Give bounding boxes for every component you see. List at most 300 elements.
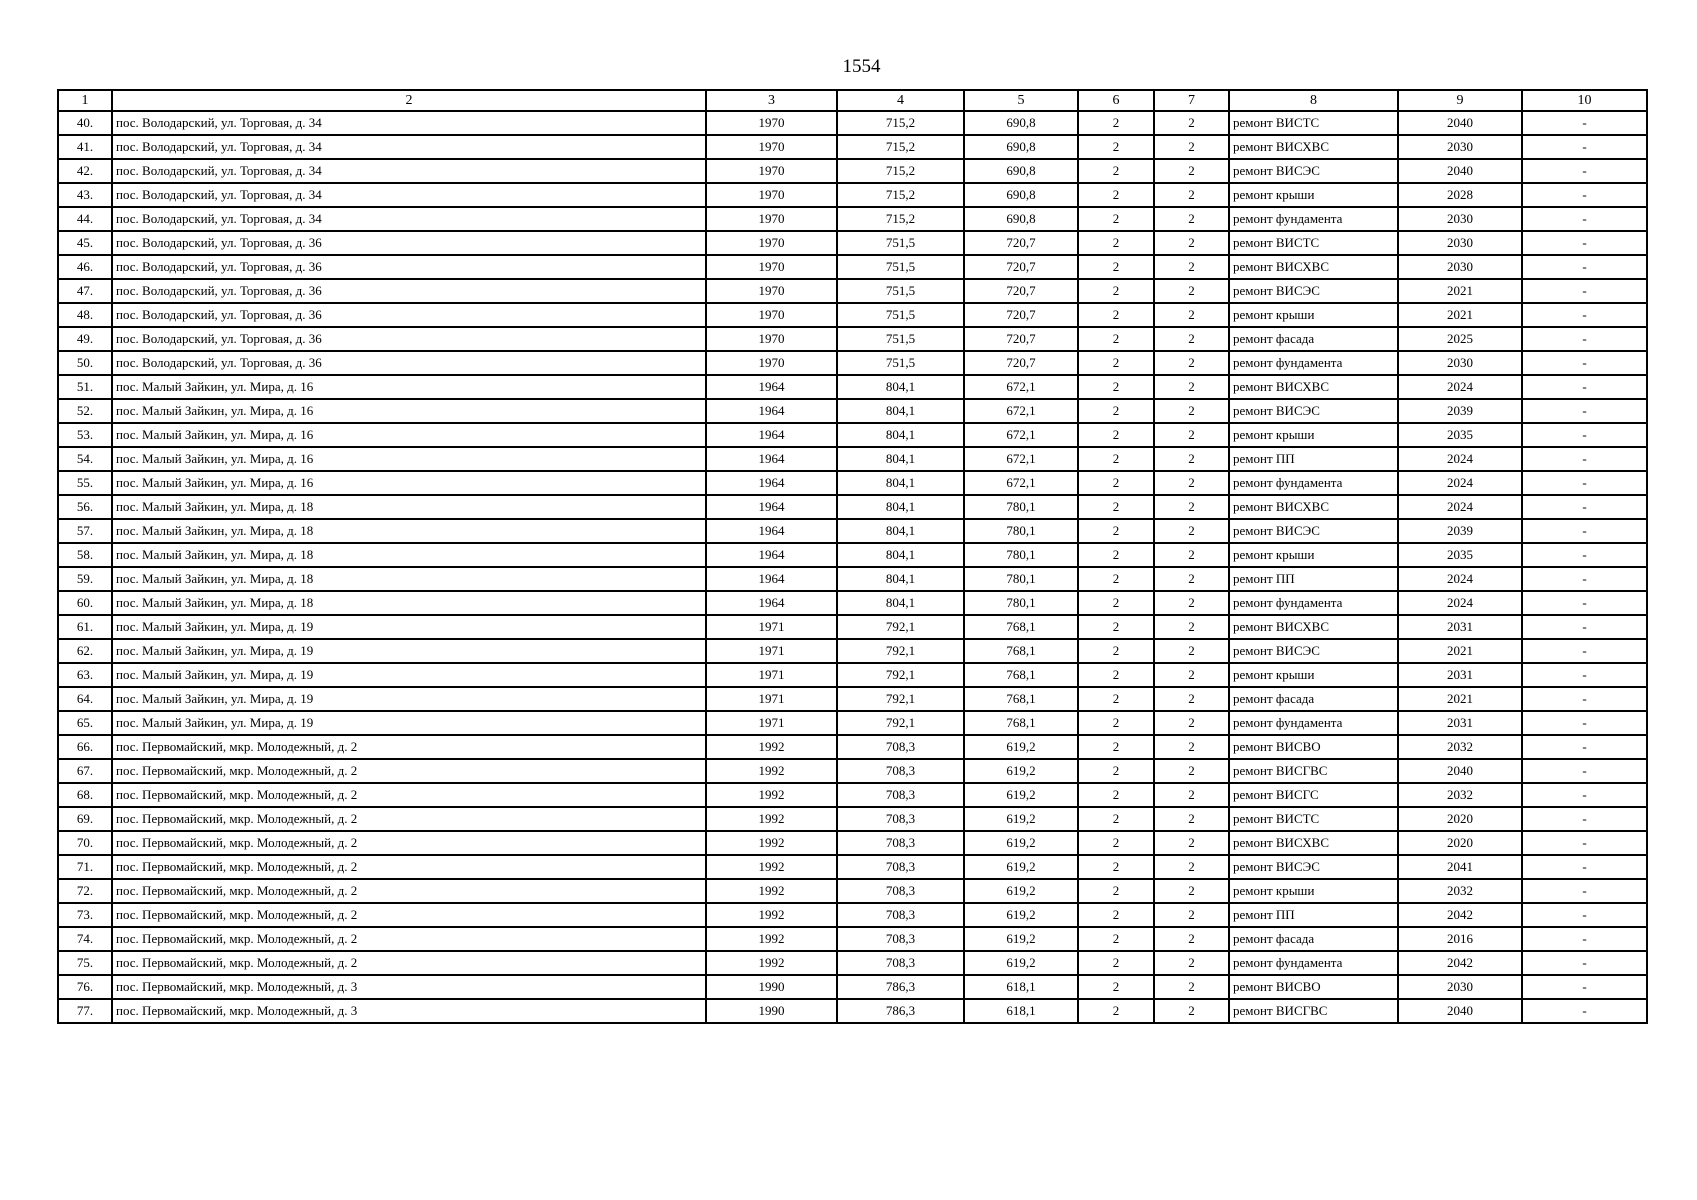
work-type-cell: ремонт крыши: [1229, 543, 1398, 567]
year-built-cell: 1964: [706, 399, 837, 423]
table-row: [58, 639, 1647, 663]
note-cell: -: [1522, 519, 1647, 543]
floors-cell: 2: [1078, 543, 1154, 567]
note-cell: -: [1522, 975, 1647, 999]
planned-year-cell: 2041: [1398, 855, 1522, 879]
total-area-cell: 708,3: [837, 735, 964, 759]
planned-year-cell: 2032: [1398, 879, 1522, 903]
planned-year-cell: 2042: [1398, 903, 1522, 927]
address-cell: пос. Первомайский, мкр. Молодежный, д. 2: [112, 783, 706, 807]
living-area-cell: 619,2: [964, 903, 1078, 927]
table-row: [58, 495, 1647, 519]
living-area-cell: 768,1: [964, 615, 1078, 639]
planned-year-cell: 2020: [1398, 807, 1522, 831]
table-row: [58, 183, 1647, 207]
floors-cell: 2: [1078, 399, 1154, 423]
note-cell: -: [1522, 687, 1647, 711]
floors-cell: 2: [1078, 783, 1154, 807]
table-row: [58, 447, 1647, 471]
total-area-cell: 751,5: [837, 351, 964, 375]
row-number-cell: 55.: [58, 471, 112, 495]
entrances-cell: 2: [1154, 183, 1229, 207]
address-cell: пос. Первомайский, мкр. Молодежный, д. 2: [112, 735, 706, 759]
row-number-cell: 47.: [58, 279, 112, 303]
floors-cell: 2: [1078, 207, 1154, 231]
table-row: [58, 927, 1647, 951]
planned-year-cell: 2030: [1398, 975, 1522, 999]
year-built-cell: 1971: [706, 687, 837, 711]
year-built-cell: 1964: [706, 495, 837, 519]
note-cell: -: [1522, 759, 1647, 783]
entrances-cell: 2: [1154, 495, 1229, 519]
year-built-cell: 1992: [706, 879, 837, 903]
row-number-cell: 49.: [58, 327, 112, 351]
total-area-cell: 715,2: [837, 111, 964, 135]
address-cell: пос. Малый Зайкин, ул. Мира, д. 19: [112, 639, 706, 663]
living-area-cell: 690,8: [964, 111, 1078, 135]
entrances-cell: 2: [1154, 567, 1229, 591]
page-number: 1554: [842, 56, 881, 77]
row-number-cell: 54.: [58, 447, 112, 471]
address-cell: пос. Малый Зайкин, ул. Мира, д. 16: [112, 471, 706, 495]
planned-year-cell: 2035: [1398, 423, 1522, 447]
column-number: 3: [706, 90, 837, 111]
row-number-cell: 68.: [58, 783, 112, 807]
table-row: [58, 879, 1647, 903]
total-area-cell: 708,3: [837, 831, 964, 855]
floors-cell: 2: [1078, 567, 1154, 591]
row-number-cell: 69.: [58, 807, 112, 831]
living-area-cell: 672,1: [964, 423, 1078, 447]
living-area-cell: 619,2: [964, 759, 1078, 783]
floors-cell: 2: [1078, 687, 1154, 711]
note-cell: -: [1522, 111, 1647, 135]
address-cell: пос. Малый Зайкин, ул. Мира, д. 16: [112, 447, 706, 471]
table-row: [58, 591, 1647, 615]
entrances-cell: 2: [1154, 375, 1229, 399]
column-number: 8: [1229, 90, 1398, 111]
column-number: 2: [112, 90, 706, 111]
table-row: [58, 735, 1647, 759]
year-built-cell: 1992: [706, 927, 837, 951]
address-cell: пос. Володарский, ул. Торговая, д. 36: [112, 279, 706, 303]
column-number: 6: [1078, 90, 1154, 111]
entrances-cell: 2: [1154, 735, 1229, 759]
planned-year-cell: 2040: [1398, 759, 1522, 783]
entrances-cell: 2: [1154, 423, 1229, 447]
work-type-cell: ремонт крыши: [1229, 879, 1398, 903]
living-area-cell: 720,7: [964, 255, 1078, 279]
address-cell: пос. Малый Зайкин, ул. Мира, д. 19: [112, 711, 706, 735]
entrances-cell: 2: [1154, 807, 1229, 831]
total-area-cell: 708,3: [837, 783, 964, 807]
work-type-cell: ремонт ВИСЭС: [1229, 399, 1398, 423]
entrances-cell: 2: [1154, 351, 1229, 375]
note-cell: -: [1522, 375, 1647, 399]
planned-year-cell: 2030: [1398, 135, 1522, 159]
work-type-cell: ремонт фасада: [1229, 927, 1398, 951]
total-area-cell: 804,1: [837, 543, 964, 567]
address-cell: пос. Первомайский, мкр. Молодежный, д. 3: [112, 999, 706, 1023]
living-area-cell: 768,1: [964, 639, 1078, 663]
entrances-cell: 2: [1154, 327, 1229, 351]
living-area-cell: 619,2: [964, 807, 1078, 831]
living-area-cell: 672,1: [964, 375, 1078, 399]
total-area-cell: 792,1: [837, 639, 964, 663]
year-built-cell: 1970: [706, 255, 837, 279]
row-number-cell: 62.: [58, 639, 112, 663]
living-area-cell: 720,7: [964, 303, 1078, 327]
work-type-cell: ремонт ВИСТС: [1229, 807, 1398, 831]
year-built-cell: 1964: [706, 423, 837, 447]
year-built-cell: 1971: [706, 615, 837, 639]
living-area-cell: 720,7: [964, 231, 1078, 255]
living-area-cell: 720,7: [964, 279, 1078, 303]
total-area-cell: 804,1: [837, 447, 964, 471]
planned-year-cell: 2025: [1398, 327, 1522, 351]
entrances-cell: 2: [1154, 999, 1229, 1023]
entrances-cell: 2: [1154, 591, 1229, 615]
row-number-cell: 42.: [58, 159, 112, 183]
note-cell: -: [1522, 183, 1647, 207]
year-built-cell: 1992: [706, 855, 837, 879]
year-built-cell: 1970: [706, 207, 837, 231]
planned-year-cell: 2032: [1398, 735, 1522, 759]
address-cell: пос. Первомайский, мкр. Молодежный, д. 2: [112, 759, 706, 783]
planned-year-cell: 2024: [1398, 471, 1522, 495]
note-cell: -: [1522, 399, 1647, 423]
address-cell: пос. Володарский, ул. Торговая, д. 34: [112, 207, 706, 231]
work-type-cell: ремонт фундамента: [1229, 951, 1398, 975]
floors-cell: 2: [1078, 615, 1154, 639]
planned-year-cell: 2030: [1398, 207, 1522, 231]
entrances-cell: 2: [1154, 927, 1229, 951]
note-cell: -: [1522, 831, 1647, 855]
floors-cell: 2: [1078, 927, 1154, 951]
row-number-cell: 56.: [58, 495, 112, 519]
floors-cell: 2: [1078, 591, 1154, 615]
work-type-cell: ремонт ВИСВО: [1229, 735, 1398, 759]
planned-year-cell: 2039: [1398, 519, 1522, 543]
living-area-cell: 619,2: [964, 879, 1078, 903]
address-cell: пос. Малый Зайкин, ул. Мира, д. 19: [112, 615, 706, 639]
year-built-cell: 1970: [706, 111, 837, 135]
planned-year-cell: 2021: [1398, 639, 1522, 663]
entrances-cell: 2: [1154, 783, 1229, 807]
table-row: [58, 663, 1647, 687]
entrances-cell: 2: [1154, 615, 1229, 639]
row-number-cell: 43.: [58, 183, 112, 207]
total-area-cell: 751,5: [837, 327, 964, 351]
total-area-cell: 804,1: [837, 591, 964, 615]
total-area-cell: 792,1: [837, 615, 964, 639]
floors-cell: 2: [1078, 975, 1154, 999]
living-area-cell: 690,8: [964, 135, 1078, 159]
work-type-cell: ремонт ВИСХВС: [1229, 615, 1398, 639]
registry-table: [57, 89, 1648, 1024]
living-area-cell: 619,2: [964, 927, 1078, 951]
floors-cell: 2: [1078, 279, 1154, 303]
total-area-cell: 792,1: [837, 711, 964, 735]
entrances-cell: 2: [1154, 687, 1229, 711]
work-type-cell: ремонт ВИСГВС: [1229, 999, 1398, 1023]
entrances-cell: 2: [1154, 111, 1229, 135]
floors-cell: 2: [1078, 423, 1154, 447]
note-cell: -: [1522, 663, 1647, 687]
address-cell: пос. Малый Зайкин, ул. Мира, д. 18: [112, 519, 706, 543]
address-cell: пос. Малый Зайкин, ул. Мира, д. 18: [112, 567, 706, 591]
living-area-cell: 618,1: [964, 975, 1078, 999]
floors-cell: 2: [1078, 807, 1154, 831]
total-area-cell: 708,3: [837, 855, 964, 879]
entrances-cell: 2: [1154, 207, 1229, 231]
work-type-cell: ремонт ВИСХВС: [1229, 135, 1398, 159]
table-row: [58, 279, 1647, 303]
row-number-cell: 72.: [58, 879, 112, 903]
entrances-cell: 2: [1154, 903, 1229, 927]
total-area-cell: 786,3: [837, 999, 964, 1023]
year-built-cell: 1970: [706, 351, 837, 375]
note-cell: -: [1522, 351, 1647, 375]
table-row: [58, 399, 1647, 423]
row-number-cell: 53.: [58, 423, 112, 447]
note-cell: -: [1522, 303, 1647, 327]
planned-year-cell: 2032: [1398, 783, 1522, 807]
table-row: [58, 831, 1647, 855]
living-area-cell: 619,2: [964, 831, 1078, 855]
floors-cell: 2: [1078, 663, 1154, 687]
row-number-cell: 77.: [58, 999, 112, 1023]
row-number-cell: 45.: [58, 231, 112, 255]
year-built-cell: 1964: [706, 375, 837, 399]
entrances-cell: 2: [1154, 399, 1229, 423]
planned-year-cell: 2030: [1398, 231, 1522, 255]
row-number-cell: 67.: [58, 759, 112, 783]
living-area-cell: 768,1: [964, 663, 1078, 687]
note-cell: -: [1522, 567, 1647, 591]
address-cell: пос. Первомайский, мкр. Молодежный, д. 2: [112, 951, 706, 975]
table-row: [58, 159, 1647, 183]
row-number-cell: 65.: [58, 711, 112, 735]
note-cell: -: [1522, 879, 1647, 903]
work-type-cell: ремонт ВИСТС: [1229, 231, 1398, 255]
floors-cell: 2: [1078, 519, 1154, 543]
living-area-cell: 618,1: [964, 999, 1078, 1023]
work-type-cell: ремонт ПП: [1229, 567, 1398, 591]
work-type-cell: ремонт ПП: [1229, 903, 1398, 927]
total-area-cell: 804,1: [837, 375, 964, 399]
total-area-cell: 786,3: [837, 975, 964, 999]
note-cell: -: [1522, 855, 1647, 879]
planned-year-cell: 2021: [1398, 279, 1522, 303]
planned-year-cell: 2031: [1398, 663, 1522, 687]
table-row: [58, 135, 1647, 159]
living-area-cell: 690,8: [964, 159, 1078, 183]
work-type-cell: ремонт ВИСХВС: [1229, 495, 1398, 519]
year-built-cell: 1970: [706, 231, 837, 255]
living-area-cell: 780,1: [964, 567, 1078, 591]
year-built-cell: 1992: [706, 735, 837, 759]
year-built-cell: 1970: [706, 159, 837, 183]
work-type-cell: ремонт ВИСЭС: [1229, 159, 1398, 183]
entrances-cell: 2: [1154, 639, 1229, 663]
row-number-cell: 40.: [58, 111, 112, 135]
column-number: 4: [837, 90, 964, 111]
floors-cell: 2: [1078, 231, 1154, 255]
work-type-cell: ремонт ВИСГВС: [1229, 759, 1398, 783]
table-row: [58, 615, 1647, 639]
planned-year-cell: 2040: [1398, 159, 1522, 183]
address-cell: пос. Володарский, ул. Торговая, д. 36: [112, 255, 706, 279]
year-built-cell: 1992: [706, 759, 837, 783]
total-area-cell: 804,1: [837, 471, 964, 495]
table-row: [58, 423, 1647, 447]
row-number-cell: 73.: [58, 903, 112, 927]
floors-cell: 2: [1078, 303, 1154, 327]
floors-cell: 2: [1078, 327, 1154, 351]
table-row: [58, 807, 1647, 831]
floors-cell: 2: [1078, 639, 1154, 663]
planned-year-cell: 2021: [1398, 687, 1522, 711]
column-number: 5: [964, 90, 1078, 111]
table-row: [58, 975, 1647, 999]
planned-year-cell: 2024: [1398, 567, 1522, 591]
work-type-cell: ремонт крыши: [1229, 663, 1398, 687]
row-number-cell: 71.: [58, 855, 112, 879]
row-number-cell: 48.: [58, 303, 112, 327]
work-type-cell: ремонт ВИСВО: [1229, 975, 1398, 999]
floors-cell: 2: [1078, 999, 1154, 1023]
column-number: 1: [58, 90, 112, 111]
address-cell: пос. Володарский, ул. Торговая, д. 36: [112, 303, 706, 327]
table-row: [58, 567, 1647, 591]
total-area-cell: 792,1: [837, 687, 964, 711]
planned-year-cell: 2016: [1398, 927, 1522, 951]
table-row: [58, 375, 1647, 399]
total-area-cell: 804,1: [837, 519, 964, 543]
note-cell: -: [1522, 543, 1647, 567]
year-built-cell: 1990: [706, 975, 837, 999]
address-cell: пос. Володарский, ул. Торговая, д. 36: [112, 351, 706, 375]
floors-cell: 2: [1078, 879, 1154, 903]
row-number-cell: 61.: [58, 615, 112, 639]
work-type-cell: ремонт ПП: [1229, 447, 1398, 471]
living-area-cell: 780,1: [964, 519, 1078, 543]
planned-year-cell: 2039: [1398, 399, 1522, 423]
planned-year-cell: 2042: [1398, 951, 1522, 975]
living-area-cell: 780,1: [964, 495, 1078, 519]
table-row: [58, 207, 1647, 231]
entrances-cell: 2: [1154, 951, 1229, 975]
floors-cell: 2: [1078, 903, 1154, 927]
note-cell: -: [1522, 135, 1647, 159]
entrances-cell: 2: [1154, 447, 1229, 471]
entrances-cell: 2: [1154, 855, 1229, 879]
note-cell: -: [1522, 255, 1647, 279]
entrances-cell: 2: [1154, 831, 1229, 855]
work-type-cell: ремонт ВИСХВС: [1229, 831, 1398, 855]
total-area-cell: 792,1: [837, 663, 964, 687]
year-built-cell: 1964: [706, 591, 837, 615]
row-number-cell: 57.: [58, 519, 112, 543]
year-built-cell: 1992: [706, 783, 837, 807]
planned-year-cell: 2024: [1398, 375, 1522, 399]
planned-year-cell: 2024: [1398, 447, 1522, 471]
year-built-cell: 1992: [706, 951, 837, 975]
living-area-cell: 780,1: [964, 543, 1078, 567]
floors-cell: 2: [1078, 135, 1154, 159]
column-number-row: [58, 90, 1647, 111]
total-area-cell: 708,3: [837, 951, 964, 975]
living-area-cell: 619,2: [964, 735, 1078, 759]
floors-cell: 2: [1078, 951, 1154, 975]
floors-cell: 2: [1078, 375, 1154, 399]
row-number-cell: 50.: [58, 351, 112, 375]
row-number-cell: 44.: [58, 207, 112, 231]
table-row: [58, 111, 1647, 135]
address-cell: пос. Малый Зайкин, ул. Мира, д. 16: [112, 399, 706, 423]
row-number-cell: 46.: [58, 255, 112, 279]
work-type-cell: ремонт ВИСЭС: [1229, 279, 1398, 303]
note-cell: -: [1522, 711, 1647, 735]
address-cell: пос. Малый Зайкин, ул. Мира, д. 19: [112, 687, 706, 711]
note-cell: -: [1522, 783, 1647, 807]
living-area-cell: 672,1: [964, 447, 1078, 471]
year-built-cell: 1992: [706, 903, 837, 927]
column-number: 7: [1154, 90, 1229, 111]
row-number-cell: 74.: [58, 927, 112, 951]
total-area-cell: 708,3: [837, 807, 964, 831]
living-area-cell: 619,2: [964, 951, 1078, 975]
row-number-cell: 41.: [58, 135, 112, 159]
table-row: [58, 711, 1647, 735]
address-cell: пос. Володарский, ул. Торговая, д. 34: [112, 111, 706, 135]
planned-year-cell: 2024: [1398, 591, 1522, 615]
planned-year-cell: 2031: [1398, 615, 1522, 639]
note-cell: -: [1522, 159, 1647, 183]
work-type-cell: ремонт ВИСГС: [1229, 783, 1398, 807]
address-cell: пос. Первомайский, мкр. Молодежный, д. 2: [112, 831, 706, 855]
entrances-cell: 2: [1154, 471, 1229, 495]
floors-cell: 2: [1078, 471, 1154, 495]
note-cell: -: [1522, 447, 1647, 471]
year-built-cell: 1990: [706, 999, 837, 1023]
note-cell: -: [1522, 999, 1647, 1023]
year-built-cell: 1970: [706, 327, 837, 351]
total-area-cell: 751,5: [837, 231, 964, 255]
address-cell: пос. Малый Зайкин, ул. Мира, д. 16: [112, 423, 706, 447]
year-built-cell: 1971: [706, 663, 837, 687]
total-area-cell: 804,1: [837, 423, 964, 447]
entrances-cell: 2: [1154, 255, 1229, 279]
note-cell: -: [1522, 927, 1647, 951]
year-built-cell: 1970: [706, 279, 837, 303]
table-row: [58, 999, 1647, 1023]
note-cell: -: [1522, 207, 1647, 231]
entrances-cell: 2: [1154, 975, 1229, 999]
address-cell: пос. Первомайский, мкр. Молодежный, д. 2: [112, 855, 706, 879]
floors-cell: 2: [1078, 711, 1154, 735]
note-cell: -: [1522, 495, 1647, 519]
living-area-cell: 619,2: [964, 783, 1078, 807]
work-type-cell: ремонт фундамента: [1229, 591, 1398, 615]
planned-year-cell: 2024: [1398, 495, 1522, 519]
address-cell: пос. Малый Зайкин, ул. Мира, д. 18: [112, 495, 706, 519]
planned-year-cell: 2040: [1398, 111, 1522, 135]
row-number-cell: 70.: [58, 831, 112, 855]
table-row: [58, 351, 1647, 375]
entrances-cell: 2: [1154, 879, 1229, 903]
